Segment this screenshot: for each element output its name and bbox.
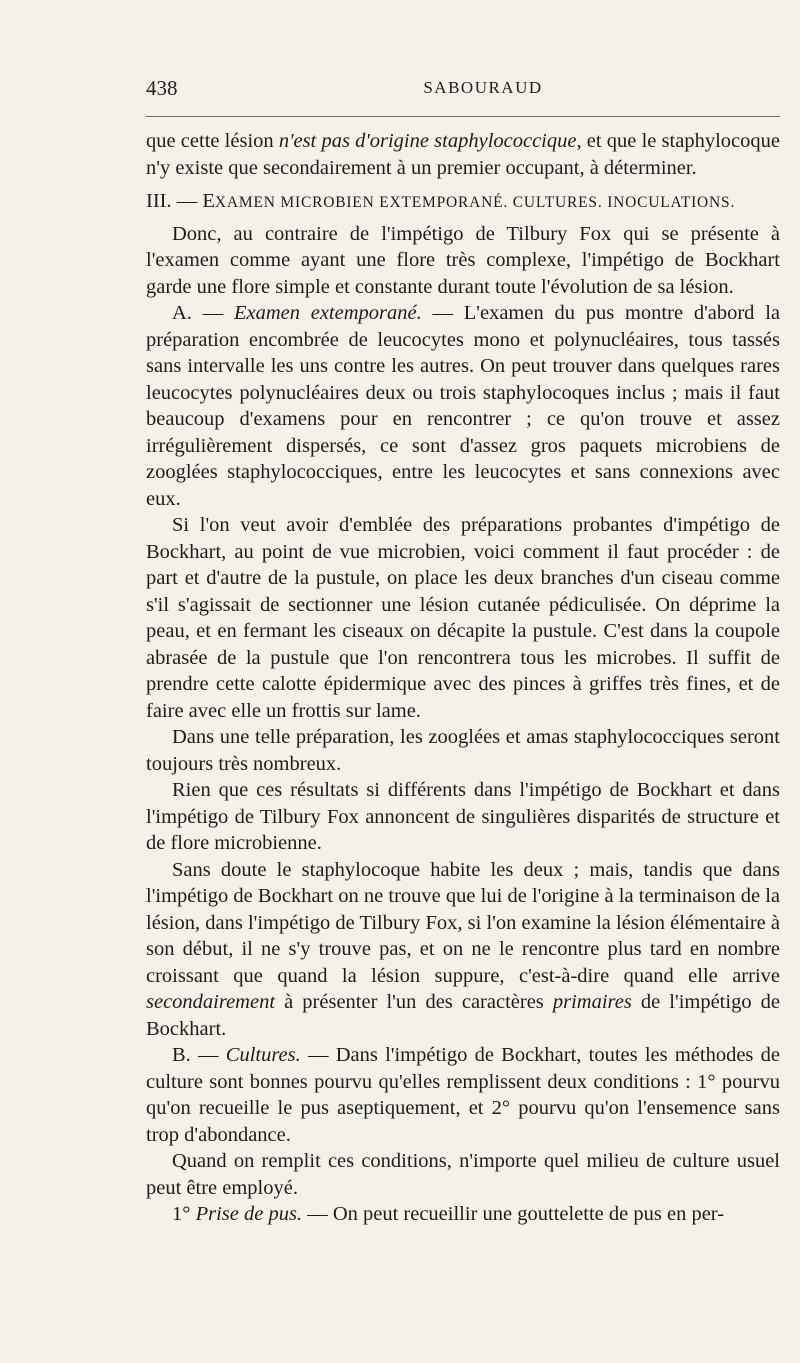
paragraph-6: Rien que ces résultats si différents dans l'impétigo de Bockhart et dans l'impétigo de Tilbury Fox annoncent de singulières disparités de structure et de flore microbienne.: [146, 779, 780, 854]
italic-phrase: n'est pas d'origine staphylococcique: [278, 130, 577, 152]
paragraph-8: B. — Cultures. — Dans l'impétigo de Bockhart, toutes les méthodes de culture sont bonnes pourvu qu'elles remplissent deux conditions : 1° pourvu qu'on recueille le pus aseptiquement, et 2° pourvu qu'on l'ensemence sans trop d'abondance.: [146, 1044, 780, 1146]
section-title: XAMEN MICROBIEN EXTEMPORANÉ. CULTURES. INOCULATIONS.: [214, 194, 736, 211]
paragraph-9: Quand on remplit ces conditions, n'importe quel milieu de culture usuel peut être employé.: [146, 1150, 780, 1199]
running-head: [146, 76, 780, 100]
paragraph-10: 1° Prise de pus. — On peut recueillir une gouttelette de pus en per-: [172, 1203, 725, 1225]
paragraph-1: que cette lésion n'est pas d'origine staphylococcique, et que le staphylocoque n'y existe que secondairement à un premier occupant, à déterminer.: [146, 130, 780, 179]
section-number: III.: [146, 190, 172, 212]
running-title: SABOURAUD: [423, 78, 543, 97]
paragraph-3: A. — Examen extemporané. — L'examen du pus montre d'abord la préparation encombrée de leucocytes mono et polynucléaires, tous tassés sans intervalle les uns contre les autres. On peut trouver dans quelques rares leucocytes polynucléaires deux ou trois staphylocoques inclus ; mais il faut beaucoup d'examens pour en rencontrer ; ce qu'on trouve et assez irrégulièrement dispersés, ce sont d'assez gros paquets microbiens de zooglées staphylococciques, entre les leucocytes et sans connexions avec eux.: [146, 302, 780, 510]
paragraph-5: Dans une telle préparation, les zooglées et amas staphylococciques seront toujours très nombreux.: [146, 726, 780, 775]
section-heading: III. — EXAMEN MICROBIEN EXTEMPORANÉ. CULTURES. INOCULATIONS.: [146, 190, 736, 212]
subsection-title: Prise de pus.: [195, 1203, 303, 1225]
paragraph-2: Donc, au contraire de l'impétigo de Tilbury Fox qui se présente à l'examen comme ayant une flore très complexe, l'impétigo de Bockhart garde une flore simple et constante durant toute l'évolution de sa lésion.: [146, 222, 780, 298]
body-text: [146, 128, 780, 1228]
subsection-title: Examen extemporané.: [233, 302, 422, 324]
paragraph-7: Sans doute le staphylocoque habite les deux ; mais, tandis que dans l'impétigo de Bockhart on ne trouve que lui de l'origine à la terminaison de la lésion, dans l'impétigo de Tilbury Fox, si l'on examine la lésion élémentaire à son début, il ne s'y trouve pas, et on ne le rencontre plus tard en nombre croissant que quand la lésion suppure, c'est-à-dire quand elle arrive secondairement à présenter l'un des caractères primaires de l'impétigo de Bockhart.: [146, 858, 780, 1040]
subsection-title: Cultures.: [225, 1044, 301, 1066]
header-rule: [146, 116, 780, 117]
paragraph-4: Si l'on veut avoir d'emblée des préparations probantes d'impétigo de Bockhart, au point de vue microbien, voici comment il faut procéder : de part et d'autre de la pustule, on place les deux branches d'un ciseau comme s'il s'agissait de sectionner une lésion cutanée pédiculisée. On déprime la peau, et en fermant les ciseaux on décapite la pustule. C'est dans la coupole abrasée de la pustule que l'on rencontrera tous les microbes. Il suffit de prendre cette calotte épidermique avec des pinces à griffes très fines, et de faire avec elle un frottis sur lame.: [146, 514, 780, 722]
page-number: 438: [146, 76, 178, 100]
